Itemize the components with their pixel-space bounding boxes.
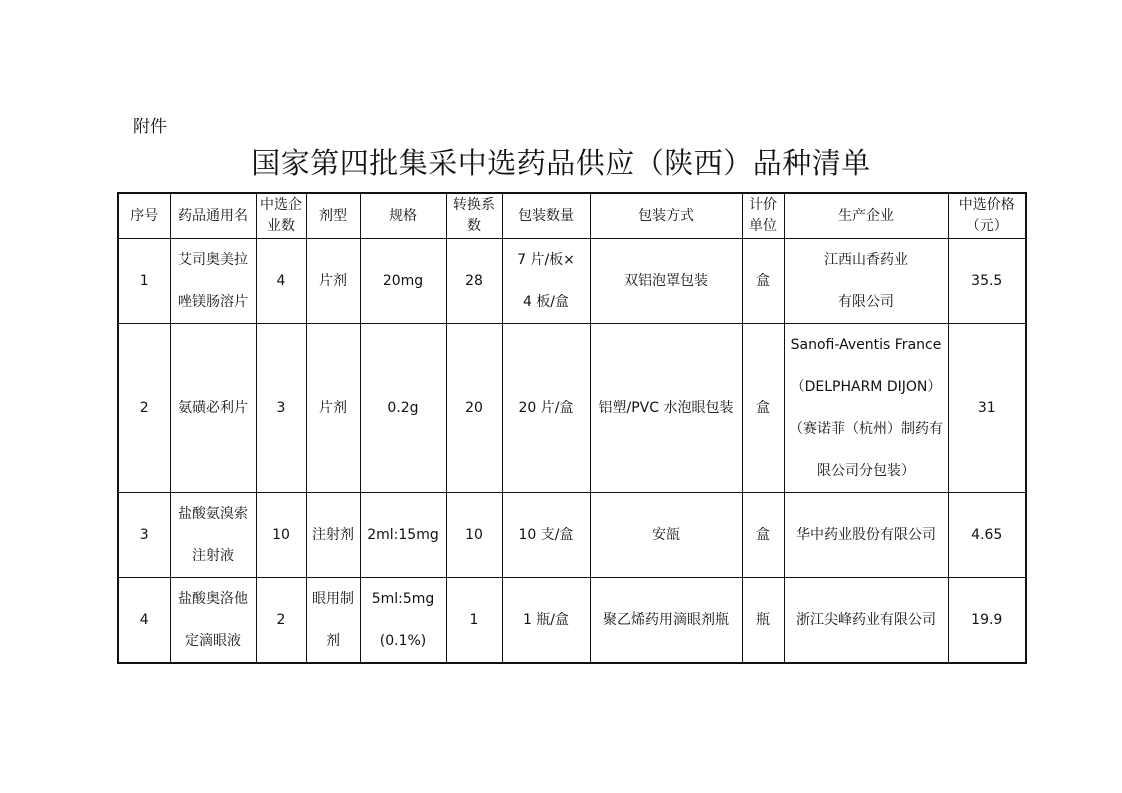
cell-pack-quantity [502, 578, 590, 664]
cell-drug-name [170, 239, 256, 324]
cell-line: 江西山香药业 [824, 252, 908, 268]
header-seq: 序号 [118, 193, 170, 239]
cell-seq: 3 [118, 493, 170, 578]
header-price-line2: （元） [965, 218, 1008, 234]
header-price [948, 193, 1026, 239]
cell-dosage-form [306, 493, 360, 578]
header-manufacturer: 生产企业 [784, 193, 948, 239]
cell-company-count: 10 [256, 493, 306, 578]
cell-specification [360, 493, 446, 578]
header-conversion-line1: 转换系 [453, 197, 495, 213]
cell-drug-name [170, 493, 256, 578]
header-specification: 规格 [360, 193, 446, 239]
header-pack-method: 包装方式 [590, 193, 742, 239]
cell-conversion-factor: 10 [446, 493, 502, 578]
table-row [118, 578, 1026, 664]
cell-line: 限公司分包装） [817, 463, 915, 479]
header-unit-line2: 单位 [749, 218, 777, 234]
cell-price: 19.9 [948, 578, 1026, 664]
cell-dosage-form [306, 578, 360, 664]
cell-seq: 4 [118, 578, 170, 664]
table-row [118, 493, 1026, 578]
cell-pack-quantity [502, 239, 590, 324]
cell-conversion-factor: 28 [446, 239, 502, 324]
cell-line: 有限公司 [838, 294, 894, 310]
cell-company-count: 3 [256, 324, 306, 493]
cell-pricing-unit: 瓶 [742, 578, 784, 664]
cell-line: 7 片/板× [517, 252, 575, 268]
cell-manufacturer [784, 578, 948, 664]
cell-company-count: 2 [256, 578, 306, 664]
cell-price: 31 [948, 324, 1026, 493]
cell-pricing-unit: 盒 [742, 493, 784, 578]
cell-pack-method: 聚乙烯药用滴眼剂瓶 [590, 578, 742, 664]
cell-line: 华中药业股份有限公司 [796, 527, 936, 543]
cell-line: 盐酸奥洛他 [178, 591, 248, 607]
header-drug-name: 药品通用名 [170, 193, 256, 239]
header-price-line1: 中选价格 [958, 197, 1015, 213]
cell-dosage-form [306, 324, 360, 493]
drug-list-table [117, 192, 1027, 664]
header-company-count-line2: 业数 [267, 218, 295, 234]
cell-line: 眼用制 [312, 591, 354, 607]
cell-line: 盐酸氨溴索 [178, 506, 248, 522]
cell-line: (0.1%) [379, 633, 427, 649]
table-row [118, 324, 1026, 493]
cell-conversion-factor: 20 [446, 324, 502, 493]
header-dosage-form: 剂型 [306, 193, 360, 239]
cell-line: 剂 [326, 633, 340, 649]
cell-specification [360, 324, 446, 493]
cell-line: 5ml:5mg [371, 591, 435, 607]
cell-line: 片剂 [319, 273, 347, 289]
header-conversion-line2: 数 [467, 218, 481, 234]
cell-dosage-form [306, 239, 360, 324]
cell-pack-quantity [502, 493, 590, 578]
cell-manufacturer [784, 493, 948, 578]
cell-line: 10 支/盒 [518, 527, 574, 543]
cell-pricing-unit: 盒 [742, 239, 784, 324]
cell-specification [360, 239, 446, 324]
cell-specification [360, 578, 446, 664]
cell-pricing-unit: 盒 [742, 324, 784, 493]
header-unit-line1: 计价 [749, 197, 777, 213]
attachment-label: 附件 [133, 117, 167, 137]
cell-line: 片剂 [319, 400, 347, 416]
table-row [118, 239, 1026, 324]
cell-drug-name [170, 324, 256, 493]
cell-drug-name [170, 578, 256, 664]
document-title: 国家第四批集采中选药品供应（陕西）品种清单 [251, 146, 871, 180]
cell-price: 4.65 [948, 493, 1026, 578]
cell-line: 定滴眼液 [185, 633, 241, 649]
cell-pack-method: 双铝泡罩包装 [590, 239, 742, 324]
cell-conversion-factor: 1 [446, 578, 502, 664]
cell-line: 唑镁肠溶片 [178, 294, 248, 310]
cell-line: 0.2g [387, 400, 419, 416]
header-pack-quantity: 包装数量 [502, 193, 590, 239]
cell-line: 2ml:15mg [367, 527, 439, 543]
cell-line: 1 瓶/盒 [522, 612, 570, 628]
cell-seq: 1 [118, 239, 170, 324]
cell-price: 35.5 [948, 239, 1026, 324]
header-company-count-line1: 中选企 [260, 197, 302, 213]
header-pricing-unit [742, 193, 784, 239]
cell-line: 注射剂 [312, 527, 354, 543]
header-company-count [256, 193, 306, 239]
cell-line: 氨磺必利片 [178, 400, 248, 416]
cell-line: 艾司奥美拉 [178, 252, 248, 268]
cell-pack-method: 铝塑/PVC 水泡眼包装 [590, 324, 742, 493]
cell-manufacturer [784, 239, 948, 324]
table-header-row [118, 193, 1026, 239]
cell-line: Sanofi-Aventis France [790, 337, 942, 353]
cell-line: 20 片/盒 [518, 400, 574, 416]
header-conversion-factor [446, 193, 502, 239]
cell-pack-method: 安瓿 [590, 493, 742, 578]
cell-line: （DELPHARM DIJON） [790, 379, 942, 395]
cell-line: 20mg [382, 273, 424, 289]
cell-line: 浙江尖峰药业有限公司 [796, 612, 936, 628]
cell-line: （赛诺菲（杭州）制药有 [789, 421, 943, 437]
cell-line: 注射液 [192, 548, 234, 564]
cell-seq: 2 [118, 324, 170, 493]
cell-manufacturer [784, 324, 948, 493]
cell-company-count: 4 [256, 239, 306, 324]
cell-pack-quantity [502, 324, 590, 493]
cell-line: 4 板/盒 [522, 294, 570, 310]
